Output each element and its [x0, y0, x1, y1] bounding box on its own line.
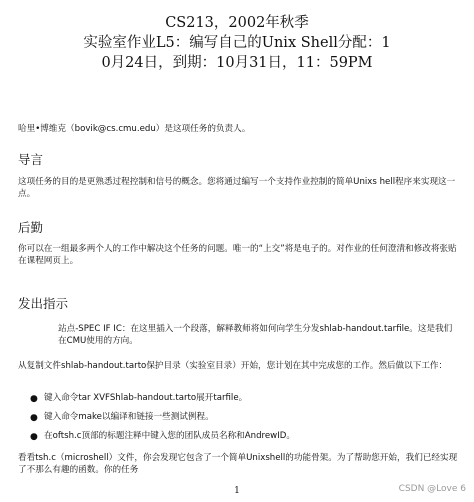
course-title: CS213，2002年秋季 — [165, 15, 309, 31]
due-date-line: 0月24日，到期：10月31日，11：59PM — [101, 55, 373, 71]
list-item — [30, 392, 458, 411]
list-item-text: 键入命令make以编译和链接一些测试例程。 — [44, 412, 214, 422]
bullet-icon: ● — [30, 394, 38, 404]
instruction-list — [30, 392, 458, 449]
bullet-icon: ● — [30, 432, 38, 442]
handout-copy-paragraph: 从复制文件shlab-handout.tarto保护目录（实验室目录）开始，您计划在其中完成您的工作。然后做以下工作： — [18, 361, 448, 371]
logistics-paragraph: 你可以在一组最多两个人的工作中解决这个任务的问题。唯一的“上交”将是电子的。对作业的任何澄清和修改将张贴在课程网页上。 — [18, 244, 457, 266]
assignment-title: 实验室作业L5：编写自己的Unix Shell分配：1 — [83, 35, 391, 51]
handout-site-paragraph: 站点-SPEC IF IC：在这里插入一个段落，解释教师将如何向学生分发shlab-handout.tarfile。这是我们在CMU使用的方向。 — [58, 324, 453, 346]
closing-paragraph: 看看tsh.c（microshell）文件，你会发现它包含了一个简单Unixshell的功能骨架。为了帮助您开始，我们已经实现了不那么有趣的函数。你的任务 — [18, 453, 458, 475]
page-number: 1 — [234, 486, 240, 496]
responsible-person: 哈里•博维克（bovik@cs.cmu.edu）是这项任务的负责人。 — [18, 124, 251, 134]
list-item — [30, 430, 458, 449]
list-item-text: 键入命令tar XVFShlab-handout.tarto展开tarfile。 — [44, 393, 248, 403]
handout-heading: 发出指示 — [18, 296, 69, 311]
list-item-text: 在oftsh.c顶部的标题注释中键入您的团队成员名称和AndrewID。 — [44, 431, 295, 441]
intro-heading: 导言 — [18, 152, 44, 167]
logistics-heading: 后勤 — [18, 220, 44, 235]
watermark: CSDN @Love 6 — [398, 484, 466, 494]
bullet-icon: ● — [30, 413, 38, 423]
list-item — [30, 411, 458, 430]
intro-paragraph: 这项任务的目的是更熟悉过程控制和信号的概念。您将通过编写一个支持作业控制的简单Unixs hell程序来实现这一点。 — [18, 177, 456, 199]
